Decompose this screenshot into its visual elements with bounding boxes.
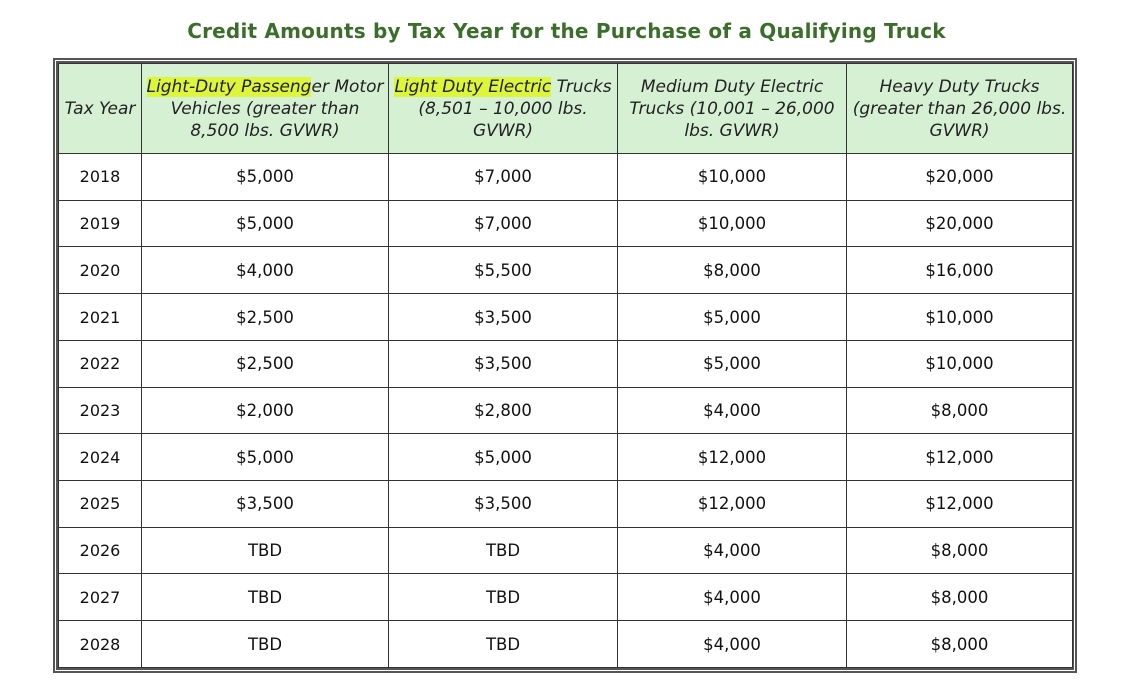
header-light-duty-electric: Light Duty Electric Trucks (8,501 – 10,000 lbs. GVWR) <box>389 64 618 154</box>
year-cell: 2019 <box>59 200 142 247</box>
light-passenger-credit-cell: $4,000 <box>142 247 389 294</box>
light-passenger-credit-cell: $5,000 <box>142 434 389 481</box>
heavy-duty-credit-cell: $10,000 <box>847 294 1073 341</box>
table-row <box>59 340 1073 387</box>
light-electric-credit-cell: $3,500 <box>389 294 618 341</box>
medium-electric-credit-cell: $4,000 <box>618 527 847 574</box>
medium-electric-credit-cell: $10,000 <box>618 200 847 247</box>
table-row <box>59 434 1073 481</box>
heavy-duty-credit-cell: $20,000 <box>847 154 1073 201</box>
medium-electric-credit-cell: $4,000 <box>618 574 847 621</box>
light-electric-credit-cell: TBD <box>389 621 618 668</box>
light-electric-credit-cell: $5,500 <box>389 247 618 294</box>
credit-amounts-table <box>58 63 1073 668</box>
light-electric-credit-cell: $3,500 <box>389 481 618 528</box>
light-passenger-credit-cell: $3,500 <box>142 481 389 528</box>
medium-electric-credit-cell: $12,000 <box>618 481 847 528</box>
table-row <box>59 387 1073 434</box>
medium-electric-credit-cell: $10,000 <box>618 154 847 201</box>
year-cell: 2023 <box>59 387 142 434</box>
heavy-duty-credit-cell: $16,000 <box>847 247 1073 294</box>
heavy-duty-credit-cell: $8,000 <box>847 621 1073 668</box>
highlighted-text: Light Duty Electric <box>394 76 552 97</box>
table-row <box>59 527 1073 574</box>
year-cell: 2021 <box>59 294 142 341</box>
header-light-duty-passenger: Light-Duty Passenger Motor Vehicles (greater than 8,500 lbs. GVWR) <box>142 64 389 154</box>
year-cell: 2020 <box>59 247 142 294</box>
light-electric-credit-cell: $2,800 <box>389 387 618 434</box>
table-row <box>59 481 1073 528</box>
heavy-duty-credit-cell: $12,000 <box>847 481 1073 528</box>
year-cell: 2027 <box>59 574 142 621</box>
medium-electric-credit-cell: $4,000 <box>618 621 847 668</box>
medium-electric-credit-cell: $8,000 <box>618 247 847 294</box>
header-heavy-duty: Heavy Duty Trucks (greater than 26,000 lbs. GVWR) <box>847 64 1073 154</box>
table-row <box>59 200 1073 247</box>
heavy-duty-credit-cell: $10,000 <box>847 340 1073 387</box>
table-row <box>59 247 1073 294</box>
medium-electric-credit-cell: $12,000 <box>618 434 847 481</box>
table-row <box>59 294 1073 341</box>
year-cell: 2028 <box>59 621 142 668</box>
light-passenger-credit-cell: $5,000 <box>142 154 389 201</box>
table-title: Credit Amounts by Tax Year for the Purchase of a Qualifying Truck <box>187 19 946 43</box>
heavy-duty-credit-cell: $8,000 <box>847 387 1073 434</box>
highlighted-text: Light-Duty Passeng <box>146 76 312 97</box>
light-passenger-credit-cell: $2,500 <box>142 340 389 387</box>
light-passenger-credit-cell: TBD <box>142 527 389 574</box>
year-cell: 2018 <box>59 154 142 201</box>
table-row <box>59 621 1073 668</box>
light-passenger-credit-cell: TBD <box>142 621 389 668</box>
year-cell: 2022 <box>59 340 142 387</box>
credit-table-frame <box>53 58 1077 673</box>
header-tax-year: Tax Year <box>59 64 142 154</box>
light-passenger-credit-cell: $2,000 <box>142 387 389 434</box>
header-row <box>59 64 1073 154</box>
medium-electric-credit-cell: $5,000 <box>618 340 847 387</box>
light-passenger-credit-cell: $5,000 <box>142 200 389 247</box>
heavy-duty-credit-cell: $8,000 <box>847 527 1073 574</box>
header-medium-duty-electric: Medium Duty Electric Trucks (10,001 – 26,000 lbs. GVWR) <box>618 64 847 154</box>
light-passenger-credit-cell: TBD <box>142 574 389 621</box>
light-passenger-credit-cell: $2,500 <box>142 294 389 341</box>
light-electric-credit-cell: $3,500 <box>389 340 618 387</box>
light-electric-credit-cell: $7,000 <box>389 154 618 201</box>
heavy-duty-credit-cell: $12,000 <box>847 434 1073 481</box>
table-row <box>59 574 1073 621</box>
heavy-duty-credit-cell: $8,000 <box>847 574 1073 621</box>
light-electric-credit-cell: $7,000 <box>389 200 618 247</box>
medium-electric-credit-cell: $5,000 <box>618 294 847 341</box>
light-electric-credit-cell: $5,000 <box>389 434 618 481</box>
year-cell: 2024 <box>59 434 142 481</box>
table-row <box>59 154 1073 201</box>
light-electric-credit-cell: TBD <box>389 574 618 621</box>
year-cell: 2025 <box>59 481 142 528</box>
year-cell: 2026 <box>59 527 142 574</box>
light-electric-credit-cell: TBD <box>389 527 618 574</box>
heavy-duty-credit-cell: $20,000 <box>847 200 1073 247</box>
medium-electric-credit-cell: $4,000 <box>618 387 847 434</box>
